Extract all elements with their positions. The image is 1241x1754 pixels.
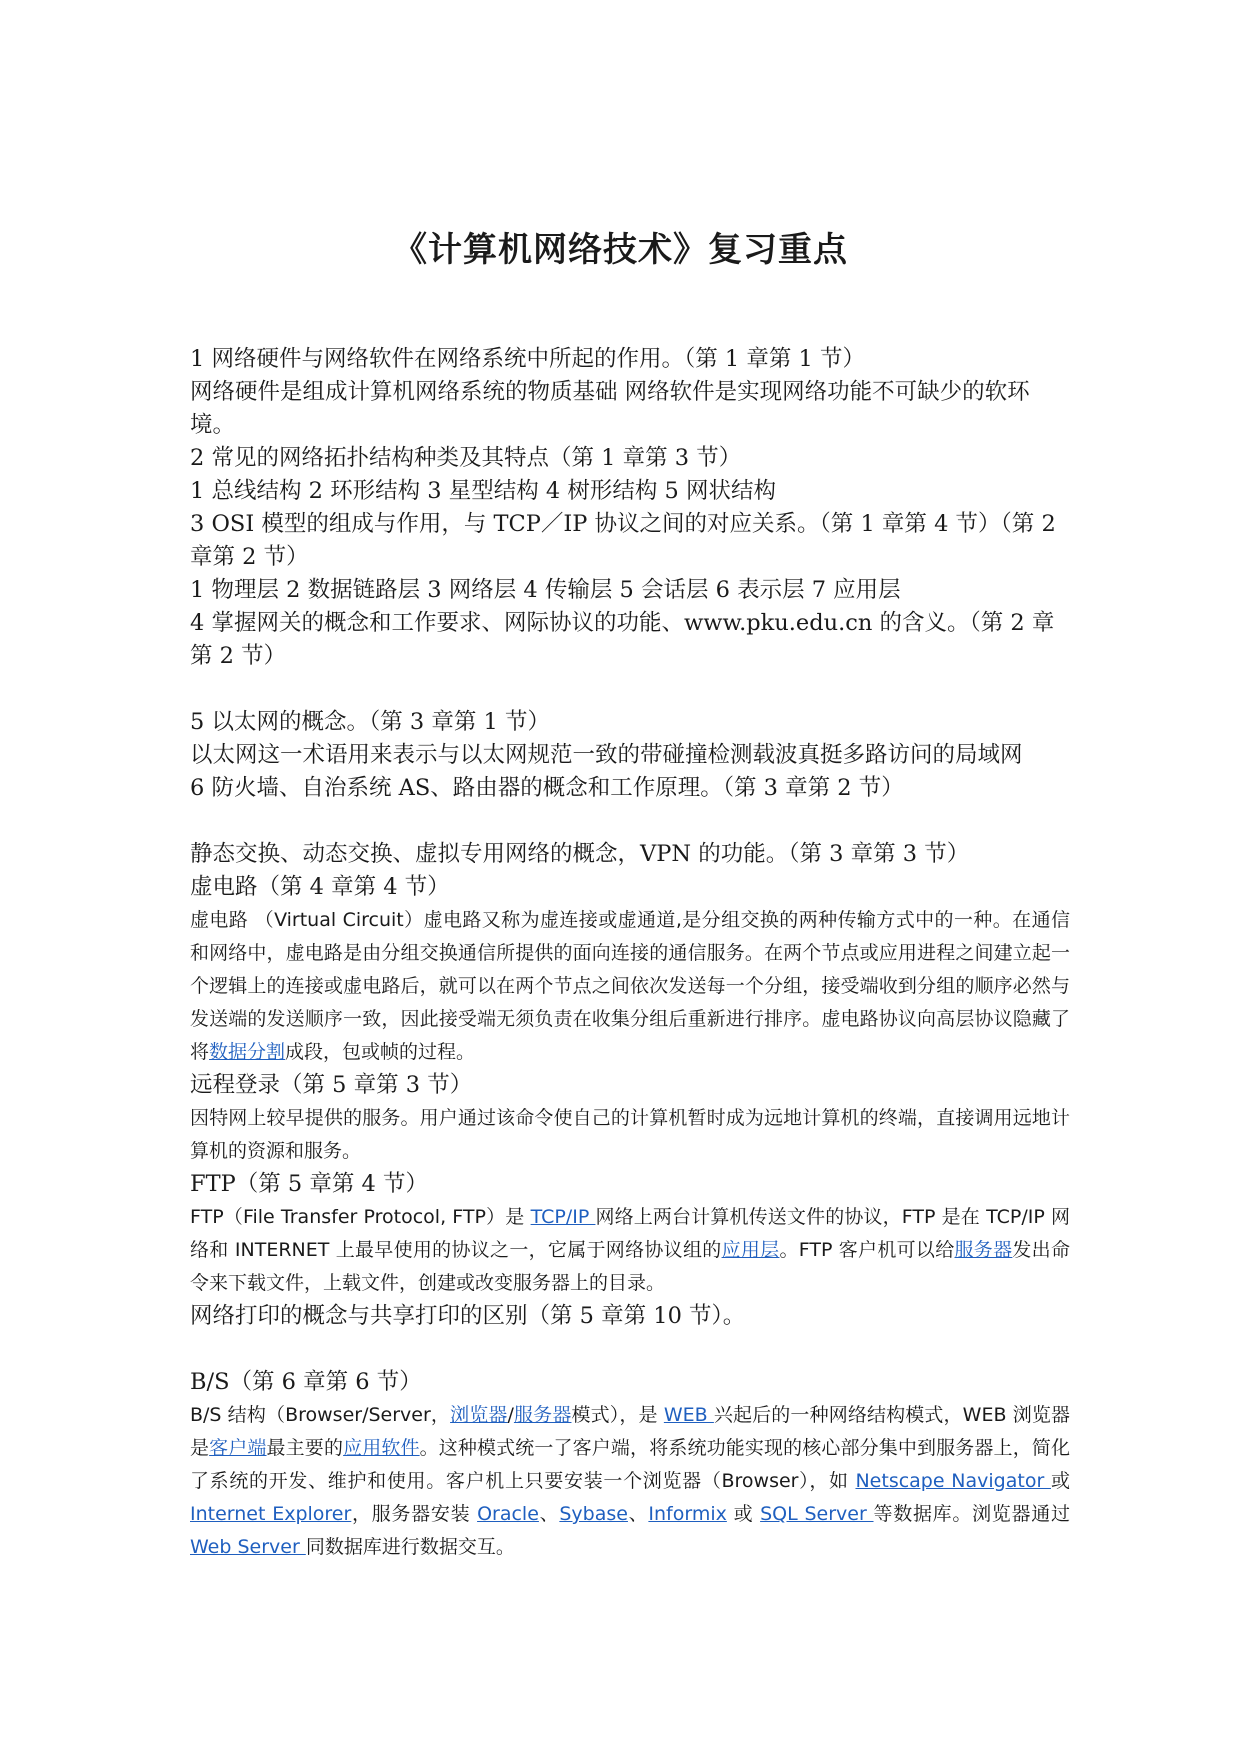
q12-text-a: B/S 结构（Browser/Server， — [190, 1404, 451, 1426]
spacer — [190, 805, 1070, 838]
link-application-layer[interactable]: 应用层 — [721, 1239, 780, 1261]
q5-heading: 5 以太网的概念。（第 3 章第 1 节） — [190, 709, 550, 735]
q9-answer: 因特网上较早提供的服务。用户通过该命令使自己的计算机暂时成为远地计算机的终端，直接调用远地计算机的资源和服务。 — [190, 1107, 1070, 1162]
q12-text-l: 等数据库。浏览器通过 — [873, 1503, 1070, 1525]
q12-text-h: ，服务器安装 — [351, 1503, 478, 1525]
q12-text-g: 或 — [1050, 1470, 1070, 1492]
q8-text-a: 虚电路 （Virtual Circuit）虚电路又称为虚连接或虚通道,是分组交换的两种传输方式中的一种。在通信和网络中，虚电路是由分组交换通信所提供的面向连接的通信服务。在两个节点或应用进程之间建立起一个逻辑上的连接或虚电路后，就可以在两个节点之间依次发送每一个分组，接受端收到分组的顺序必然与发送端的发送顺序一致，因此接受端无须负责在收集分组后重新进行排序。虚电路协议向高层协议隐藏了将 — [190, 909, 1070, 1063]
q11-heading: 网络打印的概念与共享打印的区别（第 5 章第 10 节）。 — [190, 1303, 746, 1329]
link-netscape-navigator[interactable]: Netscape Navigator — [855, 1470, 1051, 1492]
q2-answer: 1 总线结构 2 环形结构 3 星型结构 4 树形结构 5 网状结构 — [190, 478, 776, 504]
q10-text-a: FTP（File Transfer Protocol, FTP）是 — [190, 1206, 531, 1228]
link-application-software[interactable]: 应用软件 — [343, 1437, 420, 1459]
q8-text-b: 成段，包或帧的过程。 — [285, 1041, 476, 1063]
link-web[interactable]: WEB — [663, 1404, 714, 1426]
spacer — [190, 673, 1070, 706]
q10-text-c: 。FTP 客户机可以给 — [779, 1239, 955, 1261]
q10-text-b: 网络上两台计算机传送文件的协议，FTP 是在 TCP/IP 网络和 INTERNET 上最早使用的协议之一，它属于网络协议组的 — [190, 1206, 1070, 1261]
q10-heading: FTP（第 5 章第 4 节） — [190, 1171, 428, 1197]
q12-heading: B/S（第 6 章第 6 节） — [190, 1369, 422, 1395]
q8-answer — [190, 904, 1070, 1069]
document-body — [190, 343, 1070, 1564]
spacer — [190, 1333, 1070, 1366]
q12-answer — [190, 1399, 1070, 1564]
q7-heading: 静态交换、动态交换、虚拟专用网络的概念，VPN 的功能。（第 3 章第 3 节） — [190, 841, 970, 867]
q12-text-i: 、 — [538, 1503, 560, 1525]
q12-text-m: 同数据库进行数据交互。 — [305, 1536, 515, 1558]
q12-text-f: 。这种模式统一了客户端，将系统功能实现的核心部分集中到服务器上，简化了系统的开发、维护和使用。客户机上只要安装一个浏览器（Browser），如 — [190, 1437, 1070, 1492]
q12-text-d: 兴起后的一种网络结构模式，WEB 浏览器是 — [190, 1404, 1070, 1459]
q12-text-e: 最主要的 — [266, 1437, 344, 1459]
q9-heading: 远程登录（第 5 章第 3 节） — [190, 1072, 473, 1098]
document-title: 《计算机网络技术》复习重点 — [393, 230, 848, 270]
link-client[interactable]: 客户端 — [209, 1437, 267, 1459]
link-internet-explorer[interactable]: Internet Explorer — [190, 1503, 352, 1525]
q12-text-j: 、 — [627, 1503, 649, 1525]
link-server[interactable]: 服务器 — [954, 1239, 1013, 1261]
link-browser[interactable]: 浏览器 — [450, 1404, 508, 1426]
q8-heading: 虚电路（第 4 章第 4 节） — [190, 874, 450, 900]
q10-text-d: 发出命令来下载文件，上载文件，创建或改变服务器上的目录。 — [190, 1239, 1070, 1294]
link-server-2[interactable]: 服务器 — [513, 1404, 572, 1426]
link-informix[interactable]: Informix — [648, 1503, 727, 1525]
link-oracle[interactable]: Oracle — [477, 1503, 539, 1525]
q4-heading: 4 掌握网关的概念和工作要求、网际协议的功能、www.pku.edu.cn 的含义。（第 2 章第 2 节） — [190, 610, 1055, 669]
link-sql-server[interactable]: SQL Server — [760, 1503, 874, 1525]
q2-heading: 2 常见的网络拓扑结构种类及其特点（第 1 章第 3 节） — [190, 445, 742, 471]
q12-text-c: 模式），是 — [571, 1404, 664, 1426]
q1-answer: 网络硬件是组成计算机网络系统的物质基础 网络软件是实现网络功能不可缺少的软环境。 — [190, 379, 1030, 438]
link-web-server[interactable]: Web Server — [190, 1536, 306, 1558]
q10-answer — [190, 1201, 1070, 1300]
q3-answer: 1 物理层 2 数据链路层 3 网络层 4 传输层 5 会话层 6 表示层 7 应用层 — [190, 577, 901, 603]
link-tcp-ip[interactable]: TCP/IP — [530, 1206, 596, 1228]
q5-answer: 以太网这一术语用来表示与以太网规范一致的带碰撞检测载波真挺多路访问的局域网 — [190, 742, 1023, 768]
q12-text-k: 或 — [726, 1503, 761, 1525]
q1-heading: 1 网络硬件与网络软件在网络系统中所起的作用。（第 1 章第 1 节） — [190, 346, 865, 372]
link-sybase[interactable]: Sybase — [559, 1503, 628, 1525]
q6-heading: 6 防火墙、自治系统 AS、路由器的概念和工作原理。（第 3 章第 2 节） — [190, 775, 904, 801]
q3-heading: 3 OSI 模型的组成与作用，与 TCP／IP 协议之间的对应关系。（第 1 章第 4 节）（第 2 章第 2 节） — [190, 511, 1056, 570]
q12-text-b: / — [507, 1404, 514, 1426]
link-data-segmentation[interactable]: 数据分割 — [209, 1041, 286, 1063]
